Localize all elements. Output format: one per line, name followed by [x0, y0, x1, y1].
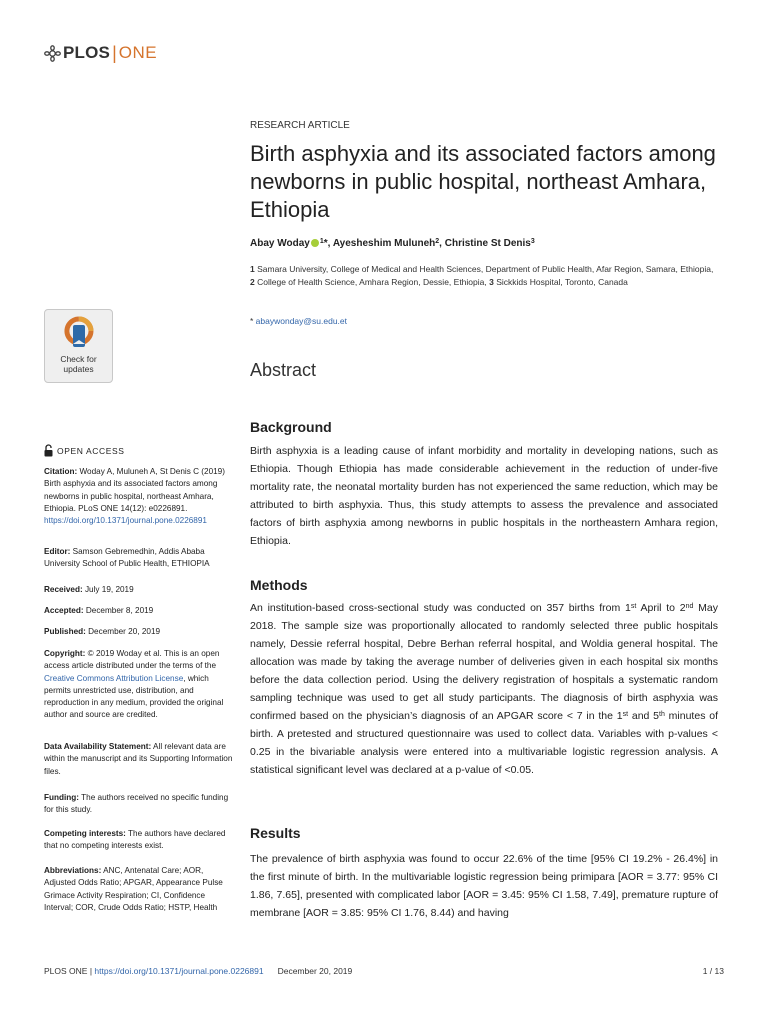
affiliation-number: 2: [250, 277, 255, 287]
results-paragraph: The prevalence of birth asphyxia was found to occur 22.6% of the time [95% CI 19.2% - 26.4%] in the first minute of birth. In the multivariable logistic regression being primipara [AOR = 3.77: 95% CI 1.86, 7.65], presented with complicated labor [AOR = 3.45: 95% CI 1.58, 7.49], premature rupture of membrane [AOR = 3.85: 95% CI 1.76, 8.44) and having: [250, 853, 718, 919]
abbreviations-block: [44, 865, 234, 914]
data-availability-label: Data Availability Statement:: [44, 742, 152, 751]
received-date: [44, 584, 234, 596]
footer-date: December 20, 2019: [277, 966, 353, 976]
methods-text: and 5: [628, 710, 660, 722]
methods-paragraph: [250, 599, 718, 779]
affiliation-marker: 3: [530, 237, 535, 245]
corresponding-marker: *,: [323, 238, 333, 249]
citation-doi-link[interactable]: https://doi.org/10.1371/journal.pone.0226891: [44, 516, 207, 526]
affiliation-marker: 2: [435, 237, 440, 245]
ordinal-suffix: st: [622, 710, 629, 718]
logo-plos-text: PLOS: [63, 43, 111, 62]
license-link[interactable]: Creative Commons Attribution License: [44, 673, 184, 683]
copyright-block: [44, 648, 234, 722]
published-value: December 20, 2019: [85, 627, 161, 636]
orcid-icon[interactable]: [311, 239, 319, 247]
open-lock-icon: [44, 444, 53, 457]
funding-text: The authors received no specific funding for this study.: [44, 793, 229, 815]
copyright-label: Copyright:: [44, 649, 86, 658]
article-type: RESEARCH ARTICLE: [250, 120, 350, 131]
citation-text: Woday A, Muluneh A, St Denis C (2019) Birth asphyxia and its associated factors among newborns in public hospital, northeast Amhara, Ethiopia. PLoS ONE 14(12): e0226891.: [44, 467, 225, 513]
author-separator: ,: [439, 238, 445, 249]
accepted-label: Accepted:: [44, 606, 84, 615]
email-link[interactable]: abaywonday@su.edu.et: [255, 316, 348, 326]
affiliation-text: Sickkids Hospital, Toronto, Canada: [493, 277, 628, 287]
open-access-label: OPEN ACCESS: [57, 445, 125, 456]
copyright-text: , which permits unrestricted use, distribution, and reproduction in any medium, provided the original author and source are credited.: [44, 673, 224, 720]
methods-text: May 2018. The sample size was proportionally allocated to randomly selected three public hospitals namely, Dessie referral hospital, Debre Berhan referral hospital, and Woldia general hospital. The allocation was made by taking the average number of deliveries given in each hospital six months before the data collection period. Using the delivery registration of hospitals a systematic random sampling technique was used to get all study participants. The diagnosis of birth asphyxia was confirmed based on the physician’s diagnosis of an APGAR score < 7 in the 1: [250, 602, 718, 722]
accepted-value: December 8, 2019: [83, 606, 154, 615]
ordinal-suffix: st: [630, 602, 637, 610]
funding-label: Funding:: [44, 793, 80, 802]
affiliations: [250, 263, 718, 289]
citation-block: [44, 466, 234, 527]
article-title: Birth asphyxia and its associated factors among newborns in public hospital, northeast Amhara, Ethiopia: [250, 141, 716, 222]
abbreviations-text: ANC, Antenatal Care; AOR, Adjusted Odds Ratio; APGAR, Appearance Pulse Grimace Activity Respiration; CI, Confidence Interval; COR, Crude Odds Ratio; HSTP, Health: [44, 866, 223, 912]
open-access-badge: [44, 444, 125, 457]
editor-block: [44, 546, 234, 571]
background-heading: Background: [250, 419, 332, 435]
footer-journal: PLOS ONE |: [44, 966, 95, 976]
author-name: Christine St Denis: [444, 238, 531, 249]
published-label: Published:: [44, 627, 86, 636]
data-availability-text: All relevant data are within the manuscript and its Supporting Information files.: [44, 742, 233, 776]
received-label: Received:: [44, 585, 83, 594]
results-heading: Results: [250, 825, 301, 841]
ordinal-suffix: th: [659, 710, 665, 718]
background-paragraph: Birth asphyxia is a leading cause of infant morbidity and mortality in developing nations, such as Ethiopia. Though Ethiopia has made considerable achievement in the reduction of under-five mortality rate, the neonatal mortality burden has not experienced the same reduction, which may be attributed to birth asphyxia. Thus, this study attempts to assess the prevalence and associated factors of birth asphyxia among newborns in public hospitals in the northeastern Amhara region, Ethiopia.: [250, 445, 718, 547]
editor-label: Editor:: [44, 547, 71, 556]
plos-flower-icon: [44, 45, 61, 62]
methods-text: minutes of birth. A pretested and structured questionnaire was used to collect data. Variables with p-values < 0.25 in the bivariable analysis were entered into a multivariable logistic regression analysis. A statistical significant level was declared at a p-value of <0.05.: [250, 710, 718, 776]
methods-text: An institution-based cross-sectional study was conducted on 357 births from 1: [250, 602, 631, 614]
competing-interests-text: The authors have declared that no competing interests exist.: [44, 829, 226, 851]
logo-one-text: ONE: [118, 43, 158, 62]
competing-interests-label: Competing interests:: [44, 829, 126, 838]
affiliation-number: 1: [250, 264, 255, 274]
email-marker: *: [250, 316, 256, 326]
author-name: Abay Woday: [250, 238, 310, 249]
editor-text: Samson Gebremedhin, Addis Ababa University School of Public Health, ETHIOPIA: [44, 547, 210, 569]
affiliation-marker: 1: [319, 237, 324, 245]
methods-text: April to 2: [636, 602, 686, 614]
plos-one-logo[interactable]: [44, 43, 157, 63]
accepted-date: [44, 605, 234, 617]
author-list: [250, 238, 718, 249]
received-value: July 19, 2019: [82, 585, 134, 594]
funding-block: [44, 792, 234, 817]
ordinal-suffix: nd: [685, 602, 694, 610]
page-footer: [44, 966, 724, 976]
citation-label: Citation:: [44, 467, 78, 476]
check-for-updates-label: Check for updates: [60, 354, 97, 374]
methods-heading: Methods: [250, 577, 308, 593]
corresponding-email: [250, 316, 718, 326]
data-availability-block: [44, 741, 234, 778]
update-crossmark-icon: [64, 316, 94, 348]
logo-separator: |: [112, 42, 117, 63]
affiliation-text: College of Health Science, Amhara Region, Dessie, Ethiopia,: [254, 277, 490, 287]
competing-interests-block: [44, 828, 234, 853]
copyright-text: © 2019 Woday et al. This is an open access article distributed under the terms of the: [44, 649, 220, 671]
abbreviations-label: Abbreviations:: [44, 866, 102, 875]
page-number: 1 / 13: [702, 966, 724, 976]
abstract-heading: Abstract: [250, 360, 317, 380]
affiliation-number: 3: [489, 277, 494, 287]
check-for-updates-button[interactable]: [44, 309, 113, 383]
author-name: Ayesheshim Muluneh: [332, 238, 436, 249]
footer-doi-link[interactable]: https://doi.org/10.1371/journal.pone.0226891: [94, 966, 264, 976]
published-date: [44, 626, 234, 638]
affiliation-text: Samara University, College of Medical and Health Sciences, Department of Public Health, Afar Region, Samara, Ethiopia,: [254, 264, 714, 274]
